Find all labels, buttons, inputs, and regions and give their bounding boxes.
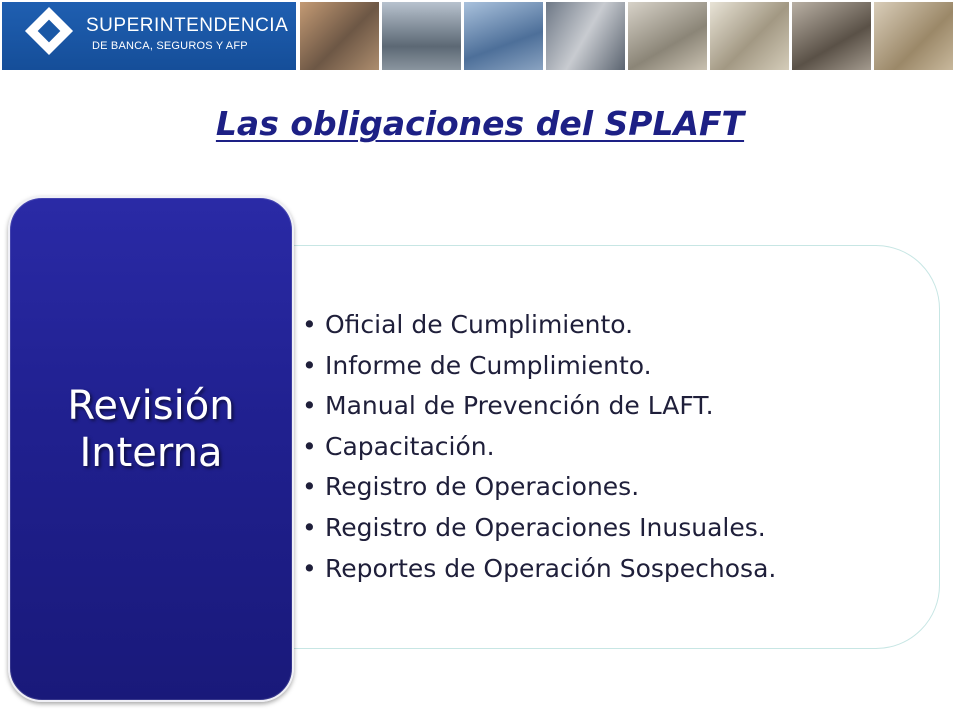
list-item: • Informe de Cumplimiento. [302,346,776,387]
list-item: • Reportes de Operación Sospechosa. [302,549,776,590]
tab-label-line2: Interna [79,430,223,476]
tab-label-line1: Revisión [67,383,235,429]
keyboard-enter-photo [464,2,543,70]
revision-interna-tab [8,196,294,702]
logo-subtitle: DE BANCA, SEGUROS Y AFP [92,40,248,52]
logo-title: SUPERINTENDENCIA [86,15,289,36]
businessmen-photo [792,2,871,70]
list-item: • Registro de Operaciones Inusuales. [302,508,776,549]
list-item: • Registro de Operaciones. [302,467,776,508]
signing-document-photo [874,2,953,70]
obligations-list [302,305,776,589]
slide-title: Las obligaciones del SPLAFT [215,104,745,143]
meeting-photo [546,2,625,70]
credit-card-photo [300,2,379,70]
building-photo [382,2,461,70]
header-banner [0,0,960,72]
list-item: • Capacitación. [302,427,776,468]
list-item: • Oficial de Cumplimiento. [302,305,776,346]
handshake-photo [628,2,707,70]
payment-terminal-photo [710,2,789,70]
tab-label [67,383,234,477]
diamond-logo-icon [25,7,73,55]
list-item: • Manual de Prevención de LAFT. [302,386,776,427]
sbs-logo [2,2,296,70]
photo-strip [300,2,953,72]
